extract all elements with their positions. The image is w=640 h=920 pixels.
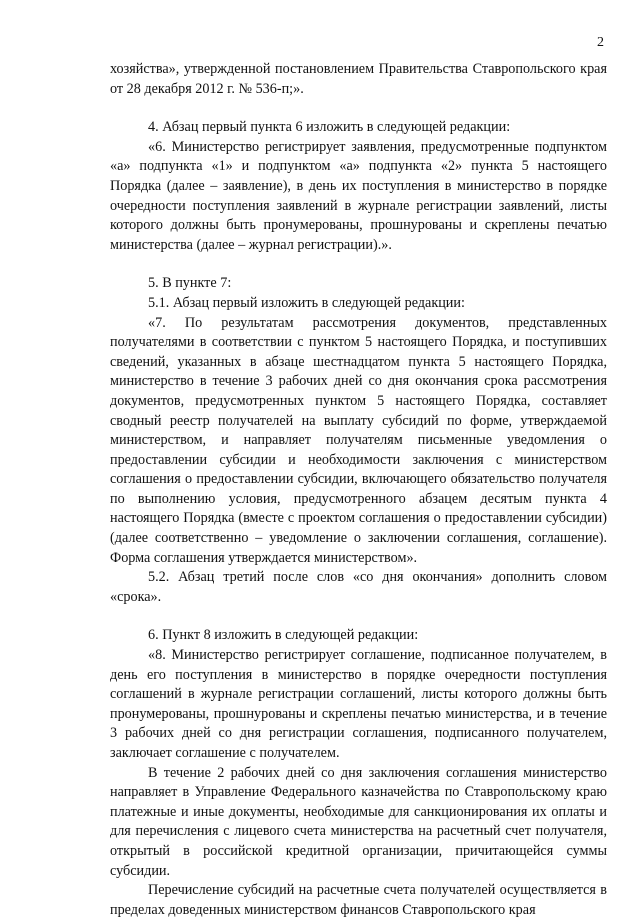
paragraph-7: 5.2. Абзац третий после слов «со дня окончания» дополнить словом «срока». [110,569,607,605]
paragraph-1: хозяйства», утвержденной постановлением Правительства Ставропольского края от 28 декабря 2012 г. № 536-п;». [110,61,607,97]
paragraph-6: «7. По результатам рассмотрения документов, представленных получателями в соответствии с пунктом 5 настоящего Порядка, и поступивших сведений, указанных в абзаце шестнадцатом пункта 5 настоящего Порядка, министерство в течение 3 рабочих дней со дня окончания срока рассмотрения документов, предусмотренных пунктом 5 настоящего Порядка, составляет сводный реестр получателей на выплату субсидий по форме, утверждаемой министерством, и направляет получателям письменные уведомления о предоставлении субсидии и необходимости заключения с министерством соглашения о предоставлении субсидии, включающего обязательство получателя по выполнению условия, предусмотренного абзацем десятым пункта 4 настоящего Порядка (вместе с проектом соглашения о предоставлении субсидии) (далее соответственно – уведомление о заключении соглашения, соглашение). Форма соглашения утверждается министерством». [110,314,607,566]
paragraph-5: 5.1. Абзац первый изложить в следующей редакции: [148,294,465,311]
document-body [110,60,607,920]
paragraph-4: 5. В пункте 7: [148,275,232,292]
paragraph-2: 4. Абзац первый пункта 6 изложить в следующей редакции: [148,119,511,136]
page-number: 2 [597,35,604,50]
paragraph-11: Перечисление субсидий на расчетные счета получателей осуществляется в пределах доведенных министерством финансов Ставропольского края [110,882,607,918]
paragraph-10: В течение 2 рабочих дней со дня заключения соглашения министерство направляет в Управление Федерального казначейства по Ставропольскому краю платежные и иные документы, необходимые для санкционирования их оплаты и для перечисления с лицевого счета министерства на расчетный счет получателя, открытый в российской кредитной организации, причитающейся суммы субсидии. [110,764,607,879]
paragraph-8: 6. Пункт 8 изложить в следующей редакции: [148,627,419,644]
paragraph-9: «8. Министерство регистрирует соглашение, подписанное получателем, в день его поступления в министерство в порядке очередности поступления соглашений в журнале регистрации соглашений, листы которого должны быть пронумерованы, прошнурованы и скреплены печатью министерства, и в течение 3 рабочих дней со дня регистрации соглашения, подписанного получателем, заключает соглашение с получателем. [110,647,607,761]
paragraph-3: «6. Министерство регистрирует заявления, предусмотренные подпунктом «а» подпункта «1» и подпунктом «а» подпункта «2» пункта 5 настоящего Порядка (далее – заявление), в день их поступления в министерство в порядке очередности поступления заявлений в журнале регистрации заявлений, листы которого должны быть пронумерованы, прошнурованы и скреплены печатью министерства (далее – журнал регистрации).». [110,138,607,253]
